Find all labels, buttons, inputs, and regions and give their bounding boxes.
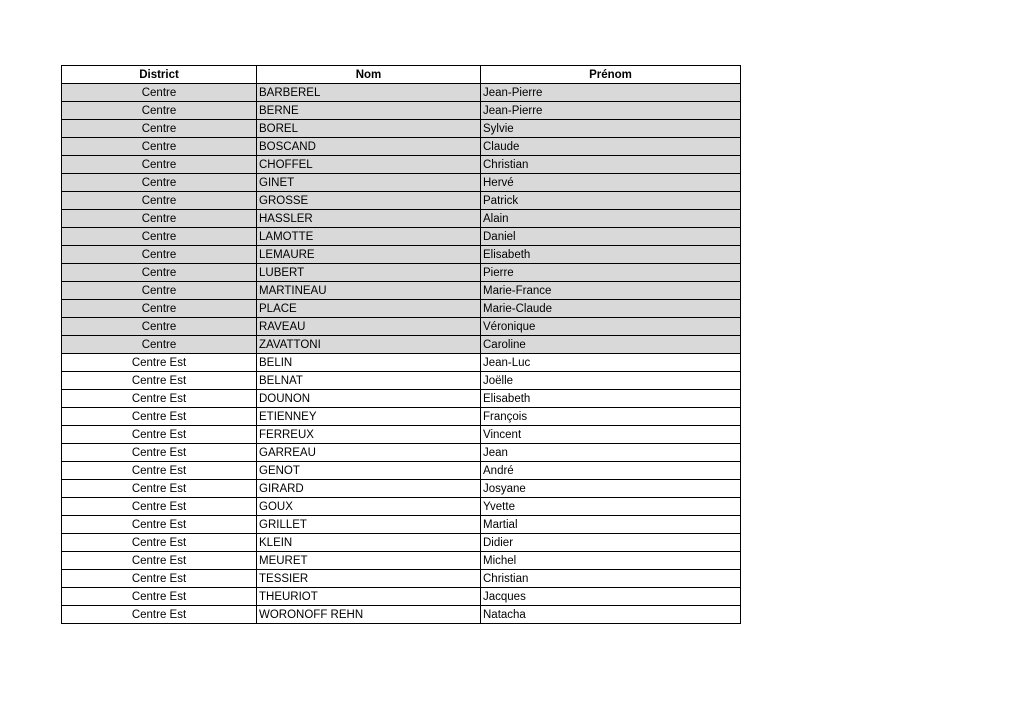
table-row bbox=[62, 408, 741, 426]
table-row bbox=[62, 138, 741, 156]
column-header-prenom: Prénom bbox=[481, 66, 741, 84]
cell-prenom: Joëlle bbox=[481, 372, 741, 390]
table-row bbox=[62, 264, 741, 282]
cell-nom: MARTINEAU bbox=[257, 282, 481, 300]
cell-prenom: Christian bbox=[481, 570, 741, 588]
cell-district: Centre bbox=[62, 246, 257, 264]
cell-district: Centre Est bbox=[62, 588, 257, 606]
table-row bbox=[62, 534, 741, 552]
table-row bbox=[62, 336, 741, 354]
cell-district: Centre Est bbox=[62, 516, 257, 534]
roster-table bbox=[61, 65, 741, 624]
cell-prenom: Jean-Pierre bbox=[481, 84, 741, 102]
table-row bbox=[62, 552, 741, 570]
cell-nom: RAVEAU bbox=[257, 318, 481, 336]
table-row bbox=[62, 120, 741, 138]
table-row bbox=[62, 516, 741, 534]
table-row bbox=[62, 372, 741, 390]
cell-district: Centre bbox=[62, 120, 257, 138]
cell-district: Centre Est bbox=[62, 570, 257, 588]
table-row bbox=[62, 426, 741, 444]
table-row bbox=[62, 480, 741, 498]
table-row bbox=[62, 282, 741, 300]
cell-district: Centre Est bbox=[62, 606, 257, 624]
cell-district: Centre bbox=[62, 210, 257, 228]
cell-nom: LUBERT bbox=[257, 264, 481, 282]
cell-nom: WORONOFF REHN bbox=[257, 606, 481, 624]
table-row bbox=[62, 606, 741, 624]
table-row bbox=[62, 318, 741, 336]
cell-prenom: Josyane bbox=[481, 480, 741, 498]
table-row bbox=[62, 570, 741, 588]
cell-district: Centre bbox=[62, 264, 257, 282]
cell-nom: BERNE bbox=[257, 102, 481, 120]
cell-nom: THEURIOT bbox=[257, 588, 481, 606]
cell-nom: MEURET bbox=[257, 552, 481, 570]
cell-nom: BELNAT bbox=[257, 372, 481, 390]
cell-prenom: Véronique bbox=[481, 318, 741, 336]
table-row bbox=[62, 390, 741, 408]
table-row bbox=[62, 174, 741, 192]
cell-prenom: Daniel bbox=[481, 228, 741, 246]
cell-prenom: Jean-Pierre bbox=[481, 102, 741, 120]
cell-nom: LAMOTTE bbox=[257, 228, 481, 246]
cell-nom: BOSCAND bbox=[257, 138, 481, 156]
cell-prenom: Christian bbox=[481, 156, 741, 174]
cell-district: Centre Est bbox=[62, 552, 257, 570]
cell-prenom: Elisabeth bbox=[481, 390, 741, 408]
cell-district: Centre bbox=[62, 318, 257, 336]
cell-district: Centre bbox=[62, 282, 257, 300]
cell-prenom: Alain bbox=[481, 210, 741, 228]
cell-district: Centre bbox=[62, 174, 257, 192]
cell-prenom: Claude bbox=[481, 138, 741, 156]
cell-nom: LEMAURE bbox=[257, 246, 481, 264]
cell-nom: BARBEREL bbox=[257, 84, 481, 102]
cell-district: Centre Est bbox=[62, 408, 257, 426]
cell-prenom: Didier bbox=[481, 534, 741, 552]
cell-district: Centre Est bbox=[62, 354, 257, 372]
cell-prenom: Martial bbox=[481, 516, 741, 534]
column-header-nom: Nom bbox=[257, 66, 481, 84]
table-body bbox=[62, 84, 741, 624]
table-row bbox=[62, 498, 741, 516]
cell-prenom: Patrick bbox=[481, 192, 741, 210]
table-row bbox=[62, 300, 741, 318]
table-row bbox=[62, 84, 741, 102]
cell-nom: GIRARD bbox=[257, 480, 481, 498]
cell-prenom: Pierre bbox=[481, 264, 741, 282]
cell-prenom: Jacques bbox=[481, 588, 741, 606]
cell-district: Centre bbox=[62, 228, 257, 246]
cell-district: Centre bbox=[62, 192, 257, 210]
cell-district: Centre bbox=[62, 84, 257, 102]
cell-prenom: Natacha bbox=[481, 606, 741, 624]
cell-district: Centre bbox=[62, 156, 257, 174]
cell-district: Centre bbox=[62, 138, 257, 156]
table-row bbox=[62, 156, 741, 174]
cell-district: Centre Est bbox=[62, 534, 257, 552]
cell-prenom: Michel bbox=[481, 552, 741, 570]
cell-nom: ETIENNEY bbox=[257, 408, 481, 426]
cell-nom: PLACE bbox=[257, 300, 481, 318]
table-row bbox=[62, 192, 741, 210]
table-row bbox=[62, 228, 741, 246]
cell-nom: DOUNON bbox=[257, 390, 481, 408]
cell-nom: CHOFFEL bbox=[257, 156, 481, 174]
cell-district: Centre Est bbox=[62, 444, 257, 462]
cell-prenom: Vincent bbox=[481, 426, 741, 444]
column-header-district: District bbox=[62, 66, 257, 84]
cell-nom: KLEIN bbox=[257, 534, 481, 552]
table-row bbox=[62, 444, 741, 462]
table-row bbox=[62, 102, 741, 120]
cell-prenom: Caroline bbox=[481, 336, 741, 354]
cell-nom: TESSIER bbox=[257, 570, 481, 588]
cell-district: Centre bbox=[62, 102, 257, 120]
cell-prenom: André bbox=[481, 462, 741, 480]
cell-district: Centre Est bbox=[62, 480, 257, 498]
cell-nom: HASSLER bbox=[257, 210, 481, 228]
table-row bbox=[62, 588, 741, 606]
cell-district: Centre Est bbox=[62, 462, 257, 480]
cell-district: Centre Est bbox=[62, 372, 257, 390]
table-row bbox=[62, 462, 741, 480]
cell-nom: GINET bbox=[257, 174, 481, 192]
cell-nom: BOREL bbox=[257, 120, 481, 138]
cell-nom: GARREAU bbox=[257, 444, 481, 462]
table-row bbox=[62, 246, 741, 264]
cell-nom: GRILLET bbox=[257, 516, 481, 534]
cell-district: Centre bbox=[62, 336, 257, 354]
cell-prenom: Marie-Claude bbox=[481, 300, 741, 318]
cell-nom: FERREUX bbox=[257, 426, 481, 444]
cell-nom: ZAVATTONI bbox=[257, 336, 481, 354]
cell-nom: GROSSE bbox=[257, 192, 481, 210]
cell-prenom: Jean-Luc bbox=[481, 354, 741, 372]
cell-district: Centre Est bbox=[62, 426, 257, 444]
cell-prenom: Elisabeth bbox=[481, 246, 741, 264]
cell-district: Centre Est bbox=[62, 390, 257, 408]
cell-district: Centre bbox=[62, 300, 257, 318]
cell-nom: GENOT bbox=[257, 462, 481, 480]
cell-nom: BELIN bbox=[257, 354, 481, 372]
cell-prenom: François bbox=[481, 408, 741, 426]
cell-prenom: Jean bbox=[481, 444, 741, 462]
cell-prenom: Yvette bbox=[481, 498, 741, 516]
table-header-row bbox=[62, 66, 741, 84]
cell-prenom: Hervé bbox=[481, 174, 741, 192]
cell-district: Centre Est bbox=[62, 498, 257, 516]
cell-prenom: Sylvie bbox=[481, 120, 741, 138]
cell-nom: GOUX bbox=[257, 498, 481, 516]
table-row bbox=[62, 210, 741, 228]
cell-prenom: Marie-France bbox=[481, 282, 741, 300]
table-row bbox=[62, 354, 741, 372]
